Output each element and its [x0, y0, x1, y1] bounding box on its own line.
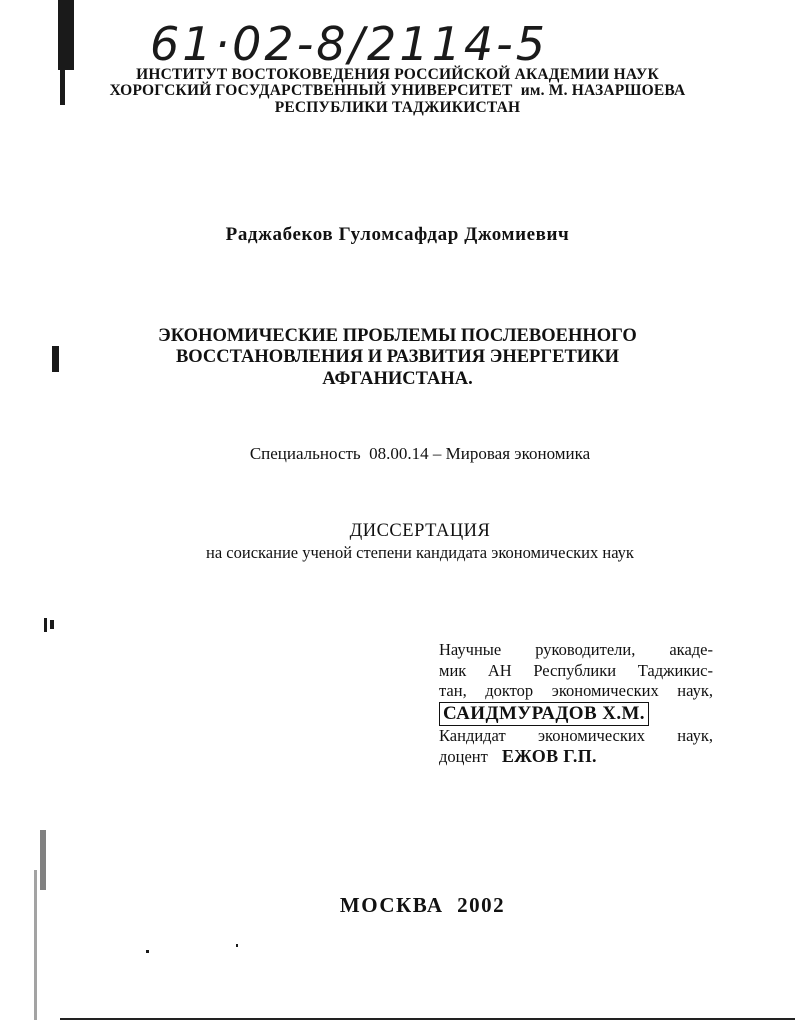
advisor-2-name: ЕЖОВ Г.П.: [501, 746, 597, 766]
advisor-2-title: доцент: [439, 747, 488, 766]
advisors-block: [439, 640, 713, 768]
institution-line-2: ХОРОГСКИЙ ГОСУДАРСТВЕННЫЙ УНИВЕРСИТЕТ им. М. НАЗАРШОЕВА: [109, 82, 686, 99]
advisor-1-name: САИДМУРАДОВ Х.М.: [439, 702, 649, 726]
dissertation-heading: ДИССЕРТАЦИЯ: [349, 521, 491, 541]
thesis-title-line-1: ЭКОНОМИЧЕСКИЕ ПРОБЛЕМЫ ПОСЛЕВОЕННОГО: [158, 326, 637, 346]
bottom-scan-rule: [60, 1018, 795, 1020]
thesis-title-line-2: ВОССТАНОВЛЕНИЯ И РАЗВИТИЯ ЭНЕРГЕТИКИ: [175, 347, 620, 367]
scan-artifact-top: [58, 0, 74, 70]
scan-artifact-dot: [50, 620, 54, 629]
scan-artifact-speck: [146, 950, 149, 953]
advisors-line-2: мик АН Республики Таджикис-: [439, 660, 713, 680]
author-name: Раджабеков Гуломсафдар Джомиевич: [225, 224, 570, 245]
dissertation-subtitle: на соискание ученой степени кандидата экономических наук: [206, 543, 634, 562]
specialty-line: Специальность 08.00.14 – Мировая экономика: [249, 444, 591, 463]
scan-artifact-mark: [44, 618, 47, 632]
advisors-line-1: Научные руководители, акаде-: [439, 640, 713, 659]
advisor-2-row: [439, 746, 713, 768]
institution-line-1: ИНСТИТУТ ВОСТОКОВЕДЕНИЯ РОССИЙСКОЙ АКАДЕМИИ НАУК: [136, 66, 659, 83]
advisors-line-3: тан, доктор экономических наук,: [439, 681, 713, 700]
svg-text:61·02-8/2114-5: 61·02-8/2114-5: [150, 17, 548, 71]
scan-artifact-speck: [236, 944, 238, 947]
advisors-line-4: Кандидат экономических наук,: [439, 725, 713, 745]
thesis-title-line-3: АФГАНИСТАНА.: [322, 369, 473, 389]
advisor-1-row: [439, 702, 713, 726]
city-year: МОСКВА 2002: [339, 893, 506, 917]
institution-line-3: РЕСПУБЛИКИ ТАДЖИКИСТАН: [274, 99, 521, 116]
scan-artifact-lower: [40, 830, 46, 890]
handwritten-catalog-number: [150, 10, 620, 72]
